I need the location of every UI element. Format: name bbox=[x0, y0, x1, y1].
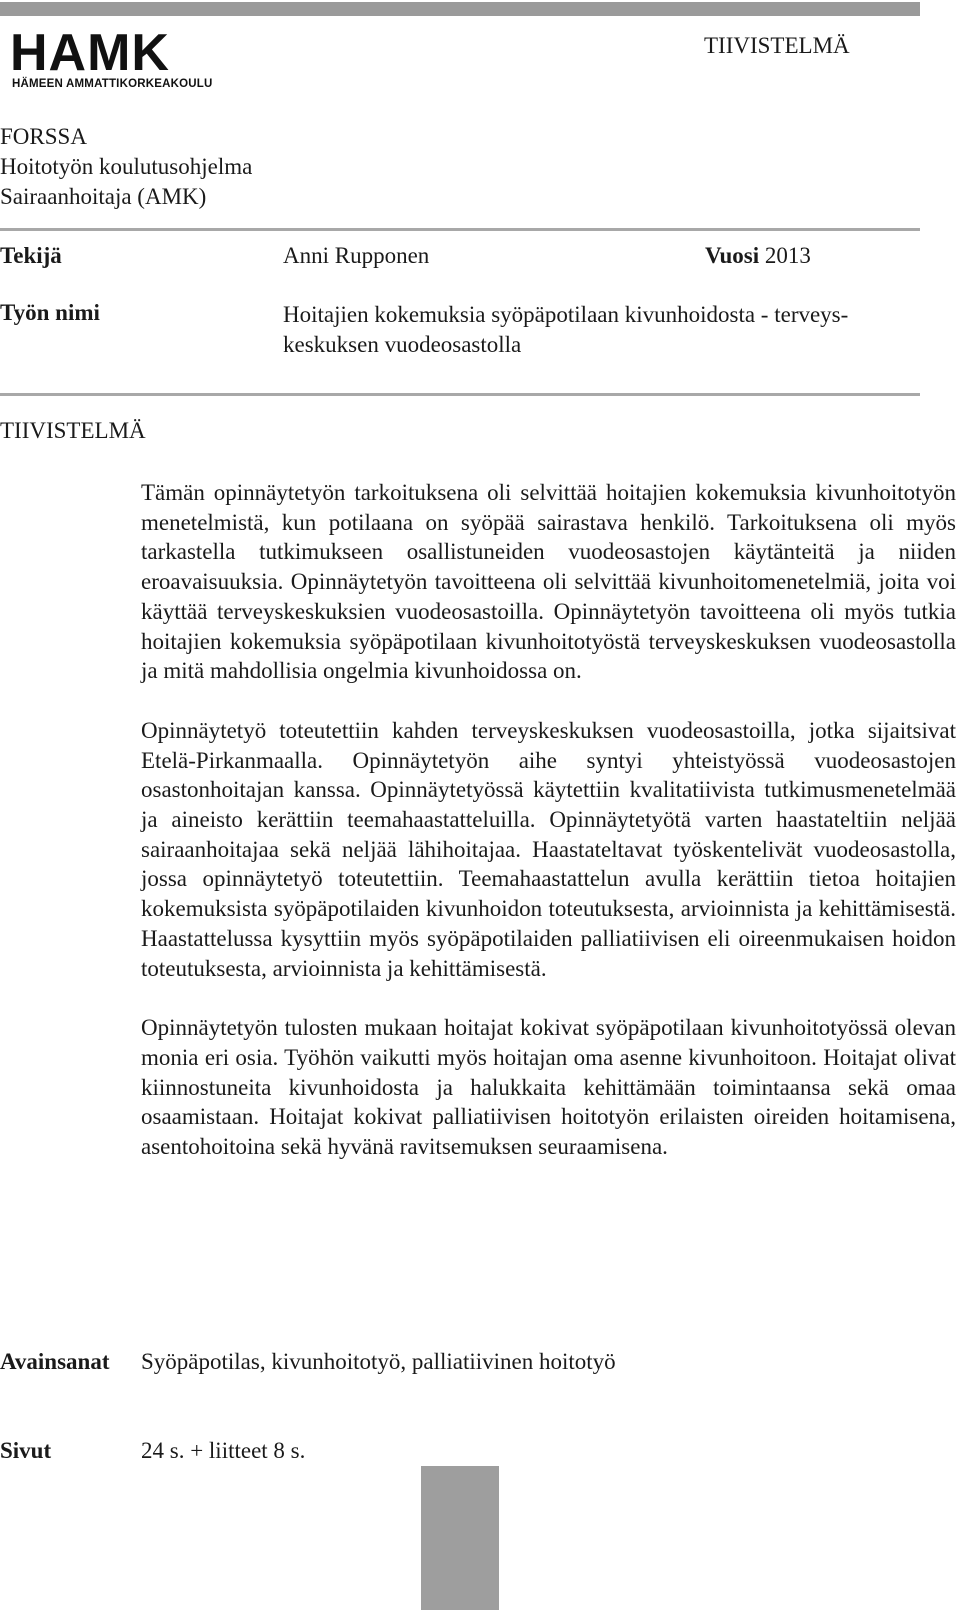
abstract-paragraph: Opinnäytetyö toteutettiin kahden terveyskeskuksen vuodeosastoilla, jotka sijaitsivat Etelä-Pirkanmaalla. Opinnäytetyön aihe syntyi yhteistyössä vuodeosastojen osastonhoitajan kanssa. Opinnäytetyössä käytettiin kvalitatiivista tutkimusmenetelmää ja aineisto kerättiin teemahaastatteluilla. Opinnäytetyötä varten haastateltiin neljää sairaanhoitajaa sekä neljää lähihoitajaa. Haastateltavat työskentelivät vuodeosastolla, jossa opinnäytetyö toteutettiin. Teemahaastattelun avulla kerättiin tietoa hoitajien kokemuksista syöpäpotilaiden kivunhoidon toteutuksesta, arvioinnista ja kehittämisestä. Haastattelussa kysyttiin myös syöpäpotilaiden palliatiivisen eli oireenmukaisen hoidon toteutuksesta, arvioinnista ja kehittämisestä. bbox=[141, 717, 956, 981]
pages-label: Sivut bbox=[0, 1438, 52, 1463]
thesis-title-line1: Hoitajien kokemuksia syöpäpotilaan kivunhoidosta - terveys- bbox=[283, 302, 849, 327]
abstract-paragraph: Tämän opinnäytetyön tarkoituksena oli selvittää hoitajien kokemuksia kivunhoitotyön menetelmistä, kun potilaana on syöpää sairastava henkilö. Tarkoituksena oli myös tarkastella tutkimukseen osallistuneiden vuodeosastojen käytänteitä ja niiden eroavaisuuksia. Opinnäytetyön tavoitteena oli selvittää kivunhoitomenetelmiä, joita voi käyttää terveyskeskuksien vuodeosastoilla. Opinnäytetyön tavoitteena oli myös tutkia hoitajien kokemuksia syöpäpotilaan kivunhoitotyöstä terveyskeskuksen vuodeosastolla ja mitä mahdollisia ongelmia kivunhoidossa on. bbox=[141, 480, 956, 684]
thesis-title bbox=[283, 300, 923, 360]
abstract-heading: TIIVISTELMÄ bbox=[0, 418, 146, 443]
year-value: 2013 bbox=[764, 243, 811, 268]
unit-location: FORSSA bbox=[0, 124, 87, 149]
keywords-label: Avainsanat bbox=[0, 1349, 110, 1374]
top-bar bbox=[0, 2, 920, 16]
keywords-value: Syöpäpotilas, kivunhoitotyö, palliatiivinen hoitotyö bbox=[141, 1349, 616, 1374]
document-type: TIIVISTELMÄ bbox=[704, 33, 850, 58]
year-field bbox=[705, 243, 811, 269]
unit-programme: Hoitotyön koulutusohjelma bbox=[0, 154, 253, 179]
hamk-logo: HAMK bbox=[10, 24, 170, 82]
author-label: Tekijä bbox=[0, 243, 62, 268]
title-label: Työn nimi bbox=[0, 300, 100, 325]
unit-degree: Sairaanhoitaja (AMK) bbox=[0, 184, 207, 209]
divider-top bbox=[0, 228, 920, 231]
pages-value: 24 s. + liitteet 8 s. bbox=[141, 1438, 306, 1463]
divider-middle bbox=[0, 393, 920, 396]
bottom-gray-block bbox=[421, 1466, 499, 1610]
unit-info bbox=[0, 122, 252, 212]
abstract-paragraph: Opinnäytetyön tulosten mukaan hoitajat kokivat syöpäpotilaan kivunhoitotyössä olevan monia eri osia. Työhön vaikutti myös hoitajan oma asenne kivunhoitoon. Hoitajat olivat kiinnostuneita kivunhoidosta ja halukkaita kehittämään toimintaansa sekä omaa osaamistaan. Hoitajat kokivat palliatiivisen hoitotyön erilaisten oireiden hoitamisena, asentohoitoina sekä hyvänä ravitsemuksen seuraamisena. bbox=[141, 1015, 956, 1160]
author-name: Anni Rupponen bbox=[283, 243, 430, 268]
thesis-title-line2: keskuksen vuodeosastolla bbox=[283, 332, 522, 357]
abstract-body bbox=[141, 478, 956, 1192]
year-label: Vuosi bbox=[705, 243, 760, 268]
hamk-logo-subtitle: HÄMEEN AMMATTIKORKEAKOULU bbox=[12, 78, 213, 90]
